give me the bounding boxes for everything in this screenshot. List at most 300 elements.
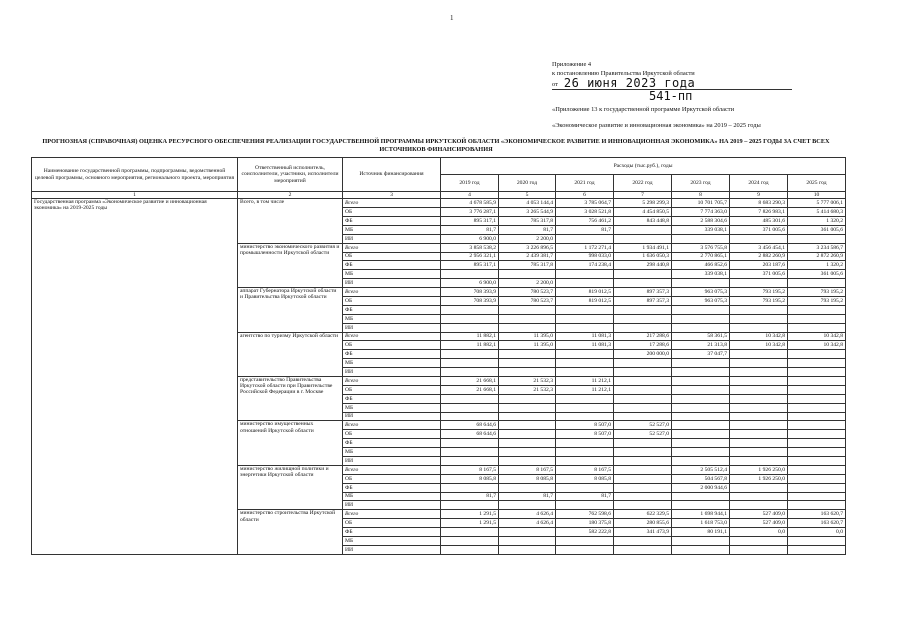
- value-cell: [788, 457, 846, 466]
- value-cell: 1 172 271,4: [556, 243, 614, 252]
- value-cell: 298 440,8: [614, 261, 672, 270]
- executor-cell: министерство жилищной политики и энергетики Иркутской области: [238, 465, 343, 509]
- value-cell: 81,7: [441, 492, 499, 501]
- value-cell: [499, 448, 556, 457]
- value-cell: [556, 279, 614, 288]
- value-cell: [499, 528, 556, 537]
- value-cell: 361 005,6: [788, 270, 846, 279]
- header-year: 2023 год: [672, 175, 730, 192]
- value-cell: 819 012,5: [556, 297, 614, 306]
- value-cell: 10 342,8: [730, 332, 788, 341]
- value-cell: [788, 305, 846, 314]
- value-cell: 11 882,1: [441, 341, 499, 350]
- value-cell: 895 317,1: [441, 261, 499, 270]
- source-cell: ОБ: [343, 474, 441, 483]
- value-cell: [730, 430, 788, 439]
- column-index: 6: [556, 192, 614, 199]
- value-cell: [730, 483, 788, 492]
- value-cell: [614, 537, 672, 546]
- value-cell: [499, 305, 556, 314]
- value-cell: 81,7: [556, 225, 614, 234]
- value-cell: [441, 448, 499, 457]
- source-cell: Всего: [343, 332, 441, 341]
- value-cell: [441, 528, 499, 537]
- value-cell: 37 047,7: [672, 350, 730, 359]
- value-cell: [556, 368, 614, 377]
- value-cell: [730, 359, 788, 368]
- value-cell: [556, 394, 614, 403]
- value-cell: 58 361,5: [672, 332, 730, 341]
- value-cell: 4 626,4: [499, 519, 556, 528]
- value-cell: 81,7: [499, 225, 556, 234]
- value-cell: 897 357,3: [614, 288, 672, 297]
- value-cell: [730, 492, 788, 501]
- value-cell: 280 855,6: [614, 519, 672, 528]
- value-cell: 10 342,8: [788, 341, 846, 350]
- value-cell: [441, 359, 499, 368]
- value-cell: [556, 483, 614, 492]
- header-index-row: [32, 192, 846, 199]
- column-index: 10: [788, 192, 846, 199]
- value-cell: 895 317,1: [441, 216, 499, 225]
- value-cell: [441, 270, 499, 279]
- header-source: Источник финансирования: [343, 158, 441, 192]
- value-cell: 2 200,0: [499, 234, 556, 243]
- value-cell: [788, 483, 846, 492]
- column-index: 2: [238, 192, 343, 199]
- value-cell: [556, 314, 614, 323]
- value-cell: [730, 234, 788, 243]
- value-cell: 3 028 521,8: [556, 208, 614, 217]
- value-cell: [614, 234, 672, 243]
- header-year: 2021 год: [556, 175, 614, 192]
- source-cell: Всего: [343, 465, 441, 474]
- source-cell: Всего: [343, 377, 441, 386]
- table-body: [32, 199, 846, 555]
- executor-cell: министерство строительства Иркутской области: [238, 510, 343, 554]
- value-cell: [614, 403, 672, 412]
- value-cell: [788, 377, 846, 386]
- value-cell: 11 081,3: [556, 341, 614, 350]
- value-cell: [614, 314, 672, 323]
- value-cell: [499, 403, 556, 412]
- value-cell: 68 644,6: [441, 421, 499, 430]
- value-cell: 371 005,6: [730, 270, 788, 279]
- executor-cell: агентство по туризму Иркутской области: [238, 332, 343, 376]
- annex-line-4: «Приложение 13 к государственной программе Иркутской области: [552, 106, 734, 113]
- value-cell: [730, 323, 788, 332]
- value-cell: [730, 457, 788, 466]
- value-cell: 897 357,3: [614, 297, 672, 306]
- value-cell: 3 785 064,7: [556, 199, 614, 208]
- value-cell: [441, 483, 499, 492]
- value-cell: [614, 448, 672, 457]
- value-cell: 3 226 896,5: [499, 243, 556, 252]
- value-cell: 527 409,0: [730, 510, 788, 519]
- value-cell: [730, 421, 788, 430]
- value-cell: [614, 457, 672, 466]
- value-cell: [499, 501, 556, 510]
- value-cell: [441, 501, 499, 510]
- value-cell: 371 005,6: [730, 225, 788, 234]
- value-cell: 5 414 680,3: [788, 208, 846, 217]
- value-cell: 8 507,0: [556, 430, 614, 439]
- value-cell: [672, 323, 730, 332]
- value-cell: [730, 448, 788, 457]
- annex-doc-number: 541-пп: [649, 89, 693, 103]
- value-cell: 756 461,2: [556, 216, 614, 225]
- value-cell: 81,7: [441, 225, 499, 234]
- value-cell: 11 395,0: [499, 341, 556, 350]
- value-cell: [614, 359, 672, 368]
- value-cell: [788, 465, 846, 474]
- value-cell: 504 567,8: [672, 474, 730, 483]
- value-cell: 361 005,6: [788, 225, 846, 234]
- value-cell: 1 291,5: [441, 519, 499, 528]
- value-cell: [788, 279, 846, 288]
- value-cell: 5 777 006,1: [788, 199, 846, 208]
- value-cell: [499, 537, 556, 546]
- value-cell: [441, 323, 499, 332]
- value-cell: 780 523,7: [499, 297, 556, 306]
- value-cell: 780 523,7: [499, 288, 556, 297]
- value-cell: [730, 394, 788, 403]
- value-cell: 21 668,1: [441, 377, 499, 386]
- value-cell: 3 265 544,9: [499, 208, 556, 217]
- document-title: ПРОГНОЗНАЯ (СПРАВОЧНАЯ) ОЦЕНКА РЕСУРСНОГО ОБЕСПЕЧЕНИЯ РЕАЛИЗАЦИИ ГОСУДАРСТВЕННОЙ ПРОГРАММЫ ИРКУТСКОЙ ОБЛАСТИ «ЭКОНОМИЧЕСКОЕ РАЗВИТИЕ И ИННОВАЦИОННАЯ ЭКОНОМИКА» НА 2019 – 2025 ГОДЫ ЗА СЧЕТ ВСЕХ ИСТОЧНИКОВ ФИНАНСИРОВАНИЯ: [42, 138, 830, 153]
- annex-line-2: к постановлению Правительства Иркутской области: [552, 70, 695, 77]
- column-index: 4: [441, 192, 499, 199]
- source-cell: МБ: [343, 314, 441, 323]
- value-cell: 963 075,3: [672, 288, 730, 297]
- source-cell: МБ: [343, 448, 441, 457]
- value-cell: [614, 545, 672, 554]
- value-cell: [672, 305, 730, 314]
- value-cell: 8 507,0: [556, 421, 614, 430]
- value-cell: 21 532,3: [499, 377, 556, 386]
- value-cell: [788, 368, 846, 377]
- value-cell: [556, 350, 614, 359]
- value-cell: 163 620,7: [788, 519, 846, 528]
- value-cell: [788, 314, 846, 323]
- value-cell: [556, 501, 614, 510]
- value-cell: 21 668,1: [441, 385, 499, 394]
- value-cell: 1 934 491,1: [614, 243, 672, 252]
- value-cell: [556, 412, 614, 421]
- source-cell: ОБ: [343, 297, 441, 306]
- annex-header: [552, 60, 792, 130]
- source-cell: ФБ: [343, 216, 441, 225]
- value-cell: [441, 350, 499, 359]
- value-cell: [788, 394, 846, 403]
- value-cell: [556, 545, 614, 554]
- value-cell: [672, 377, 730, 386]
- value-cell: 8 085,8: [441, 474, 499, 483]
- source-cell: Всего: [343, 510, 441, 519]
- value-cell: 793 195,2: [730, 288, 788, 297]
- source-cell: ИИ: [343, 323, 441, 332]
- value-cell: 200 000,0: [614, 350, 672, 359]
- value-cell: 52 527,0: [614, 430, 672, 439]
- value-cell: 1 636 050,3: [614, 252, 672, 261]
- value-cell: 0,0: [788, 528, 846, 537]
- value-cell: 785 317,8: [499, 261, 556, 270]
- value-cell: 11 212,1: [556, 377, 614, 386]
- value-cell: [730, 439, 788, 448]
- value-cell: [614, 385, 672, 394]
- value-cell: 2 200,0: [499, 279, 556, 288]
- value-cell: [614, 465, 672, 474]
- value-cell: 3 234 586,7: [788, 243, 846, 252]
- source-cell: Всего: [343, 421, 441, 430]
- value-cell: [441, 537, 499, 546]
- value-cell: [441, 403, 499, 412]
- header-name: Наименование государственной программы, подпрограммы, ведомственной целевой программы, основного мероприятия, регионального проекта, мероприятия: [32, 158, 238, 192]
- annex-line-5: «Экономическое развитие и инновационная экономика» на 2019 – 2025 годы: [552, 122, 761, 129]
- value-cell: 217 288,6: [614, 332, 672, 341]
- column-index: 9: [730, 192, 788, 199]
- financing-table: [31, 157, 846, 555]
- value-cell: 8 167,5: [556, 465, 614, 474]
- value-cell: [788, 412, 846, 421]
- source-cell: ФБ: [343, 394, 441, 403]
- source-cell: ИИ: [343, 368, 441, 377]
- value-cell: [441, 394, 499, 403]
- value-cell: [730, 537, 788, 546]
- program-name: Государственная программа «Экономическое развитие и инновационная экономика» на 2019-2025 годы: [32, 199, 238, 555]
- value-cell: 8 085,8: [556, 474, 614, 483]
- value-cell: [556, 359, 614, 368]
- source-cell: ИИ: [343, 457, 441, 466]
- value-cell: 68 644,6: [441, 430, 499, 439]
- value-cell: [614, 323, 672, 332]
- value-cell: [672, 368, 730, 377]
- value-cell: [499, 545, 556, 554]
- source-cell: МБ: [343, 225, 441, 234]
- value-cell: 52 527,0: [614, 421, 672, 430]
- value-cell: 963 075,3: [672, 297, 730, 306]
- source-cell: ФБ: [343, 528, 441, 537]
- value-cell: [672, 359, 730, 368]
- value-cell: 203 187,6: [730, 261, 788, 270]
- value-cell: 1 291,5: [441, 510, 499, 519]
- column-index: 3: [343, 192, 441, 199]
- executor-cell: министерство экономического развития и промышленности Иркутской области: [238, 243, 343, 287]
- value-cell: [788, 430, 846, 439]
- value-cell: [672, 234, 730, 243]
- value-cell: [788, 492, 846, 501]
- value-cell: 8 085,8: [499, 474, 556, 483]
- value-cell: 7 826 983,1: [730, 208, 788, 217]
- value-cell: 10 342,8: [730, 341, 788, 350]
- source-cell: Всего: [343, 243, 441, 252]
- value-cell: [730, 403, 788, 412]
- value-cell: 81,7: [499, 492, 556, 501]
- value-cell: 4 053 144,4: [499, 199, 556, 208]
- value-cell: [730, 305, 788, 314]
- value-cell: [441, 314, 499, 323]
- value-cell: [499, 483, 556, 492]
- value-cell: 1 320,2: [788, 216, 846, 225]
- source-cell: ОБ: [343, 341, 441, 350]
- page-number: 1: [450, 14, 454, 22]
- value-cell: 4 678 585,9: [441, 199, 499, 208]
- value-cell: 8 683 290,3: [730, 199, 788, 208]
- value-cell: 17 288,6: [614, 341, 672, 350]
- annex-date: 26 июня 2023 года: [563, 76, 696, 90]
- value-cell: 2 505 512,4: [672, 465, 730, 474]
- value-cell: 3 858 538,2: [441, 243, 499, 252]
- value-cell: [672, 430, 730, 439]
- header-year: 2022 год: [614, 175, 672, 192]
- value-cell: 2 956 321,1: [441, 252, 499, 261]
- source-cell: ФБ: [343, 483, 441, 492]
- value-cell: [614, 305, 672, 314]
- value-cell: 3 576 755,8: [672, 243, 730, 252]
- value-cell: 8 167,5: [441, 465, 499, 474]
- value-cell: 527 409,0: [730, 519, 788, 528]
- header-expenses: Расходы (тыс.руб.), годы: [441, 158, 846, 175]
- value-cell: 708 393,9: [441, 297, 499, 306]
- executor-cell: аппарат Губернатора Иркутской области и Правительства Иркутской области: [238, 288, 343, 332]
- header-year: 2020 год: [499, 175, 556, 192]
- value-cell: [788, 421, 846, 430]
- value-cell: 582 222,8: [556, 528, 614, 537]
- value-cell: 339 038,1: [672, 270, 730, 279]
- value-cell: [672, 279, 730, 288]
- value-cell: [614, 474, 672, 483]
- source-cell: Всего: [343, 288, 441, 297]
- value-cell: [499, 439, 556, 448]
- source-cell: МБ: [343, 270, 441, 279]
- value-cell: 998 033,0: [556, 252, 614, 261]
- value-cell: [614, 492, 672, 501]
- value-cell: 7 774 363,0: [672, 208, 730, 217]
- value-cell: 2 588 304,6: [672, 216, 730, 225]
- value-cell: [730, 314, 788, 323]
- value-cell: [672, 448, 730, 457]
- value-cell: [788, 448, 846, 457]
- value-cell: [672, 394, 730, 403]
- column-index: 5: [499, 192, 556, 199]
- value-cell: [672, 501, 730, 510]
- value-cell: 1 618 753,0: [672, 519, 730, 528]
- source-cell: ОБ: [343, 430, 441, 439]
- source-cell: ОБ: [343, 208, 441, 217]
- source-cell: ФБ: [343, 261, 441, 270]
- value-cell: [730, 350, 788, 359]
- source-cell: ФБ: [343, 350, 441, 359]
- value-cell: 5 298 299,3: [614, 199, 672, 208]
- value-cell: [556, 323, 614, 332]
- value-cell: 1 320,2: [788, 261, 846, 270]
- source-cell: МБ: [343, 537, 441, 546]
- header-year: 2025 год: [788, 175, 846, 192]
- value-cell: 11 395,0: [499, 332, 556, 341]
- value-cell: [556, 457, 614, 466]
- value-cell: [499, 421, 556, 430]
- value-cell: 341 473,9: [614, 528, 672, 537]
- value-cell: 3 776 287,1: [441, 208, 499, 217]
- value-cell: [788, 359, 846, 368]
- column-index: 1: [32, 192, 238, 199]
- value-cell: [788, 439, 846, 448]
- value-cell: [672, 412, 730, 421]
- value-cell: [614, 394, 672, 403]
- value-cell: [499, 394, 556, 403]
- source-cell: МБ: [343, 359, 441, 368]
- value-cell: [441, 368, 499, 377]
- value-cell: 762 598,6: [556, 510, 614, 519]
- source-cell: ОБ: [343, 519, 441, 528]
- value-cell: [499, 314, 556, 323]
- value-cell: [788, 403, 846, 412]
- header-year: 2024 год: [730, 175, 788, 192]
- value-cell: [730, 385, 788, 394]
- value-cell: 793 195,2: [730, 297, 788, 306]
- value-cell: 1 698 944,1: [672, 510, 730, 519]
- value-cell: 0,0: [730, 528, 788, 537]
- value-cell: [499, 368, 556, 377]
- value-cell: 10 342,8: [788, 332, 846, 341]
- value-cell: [499, 350, 556, 359]
- value-cell: 11 882,1: [441, 332, 499, 341]
- source-cell: ИИ: [343, 279, 441, 288]
- executor-cell: представительство Правительства Иркутской области при Правительстве Российской Федерации в г. Москве: [238, 377, 343, 421]
- value-cell: [672, 457, 730, 466]
- value-cell: [672, 385, 730, 394]
- value-cell: [730, 279, 788, 288]
- value-cell: [499, 430, 556, 439]
- value-cell: 6 900,0: [441, 279, 499, 288]
- source-cell: ОБ: [343, 385, 441, 394]
- value-cell: [788, 537, 846, 546]
- value-cell: 174 238,4: [556, 261, 614, 270]
- value-cell: [788, 350, 846, 359]
- executor-cell: Всего, в том числе: [238, 199, 343, 243]
- value-cell: [441, 412, 499, 421]
- value-cell: [730, 412, 788, 421]
- value-cell: 622 329,5: [614, 510, 672, 519]
- value-cell: 180 375,8: [556, 519, 614, 528]
- annex-line-1: Приложение 4: [552, 61, 592, 68]
- value-cell: 2 439 381,7: [499, 252, 556, 261]
- value-cell: [614, 225, 672, 234]
- source-cell: ФБ: [343, 439, 441, 448]
- value-cell: [614, 270, 672, 279]
- value-cell: [672, 439, 730, 448]
- value-cell: 10 701 705,7: [672, 199, 730, 208]
- source-cell: ФБ: [343, 305, 441, 314]
- value-cell: [556, 270, 614, 279]
- source-cell: ИИ: [343, 234, 441, 243]
- value-cell: 80 191,1: [672, 528, 730, 537]
- value-cell: 339 038,1: [672, 225, 730, 234]
- value-cell: [614, 412, 672, 421]
- value-cell: 81,7: [556, 492, 614, 501]
- value-cell: [672, 403, 730, 412]
- value-cell: [499, 412, 556, 421]
- value-cell: [499, 359, 556, 368]
- value-cell: 466 852,6: [672, 261, 730, 270]
- value-cell: [614, 483, 672, 492]
- value-cell: [788, 474, 846, 483]
- value-cell: [556, 305, 614, 314]
- value-cell: [730, 368, 788, 377]
- value-cell: [614, 368, 672, 377]
- value-cell: [556, 234, 614, 243]
- value-cell: 4 454 850,5: [614, 208, 672, 217]
